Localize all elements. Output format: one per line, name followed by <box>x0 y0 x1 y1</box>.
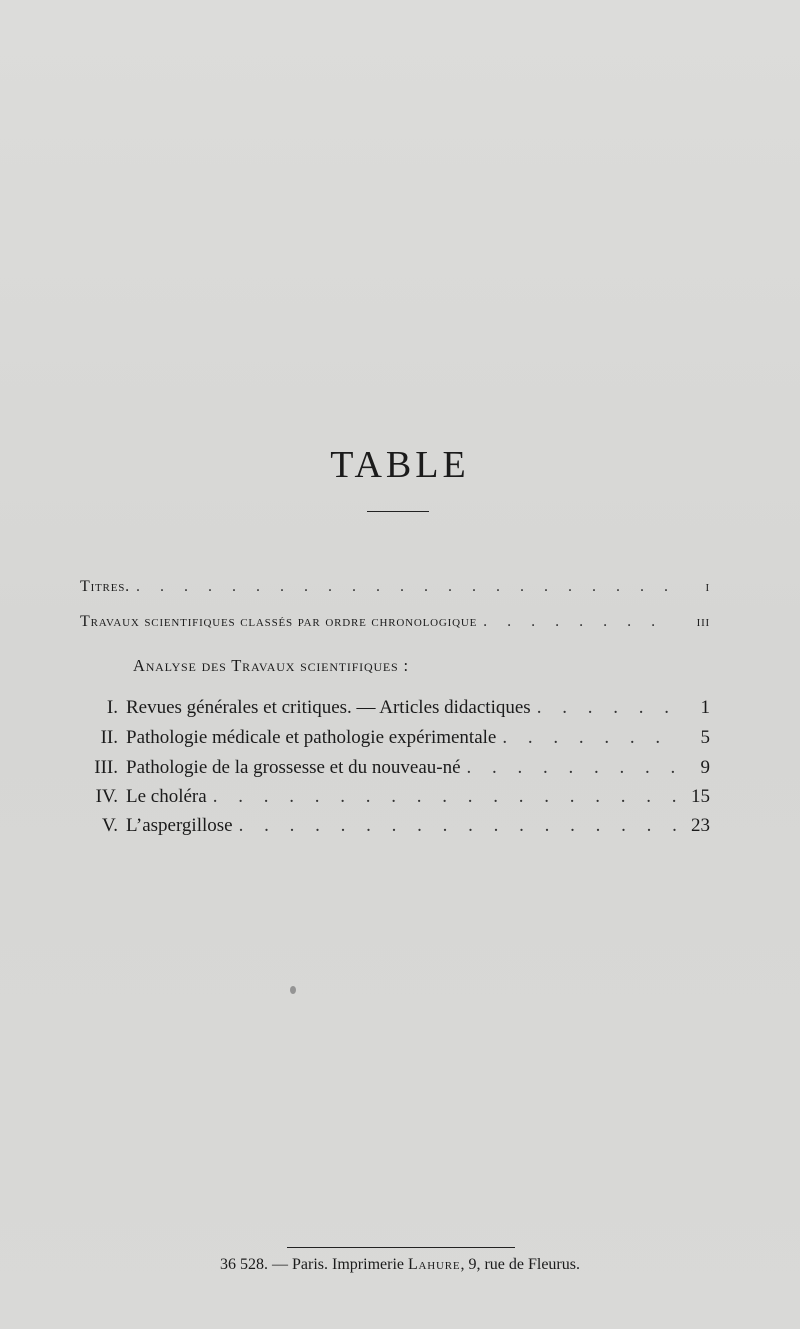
toc-entry-page: iii <box>696 613 710 630</box>
chapter-page: 1 <box>700 697 710 718</box>
chapter-label: Pathologie médicale et pathologie expérimentale <box>126 727 497 748</box>
dot-leader <box>467 757 676 779</box>
chapter-page: 23 <box>691 815 710 836</box>
toc-chapter <box>80 697 710 719</box>
title-rule <box>367 511 429 512</box>
toc-entry-titres <box>80 578 710 596</box>
ink-speck <box>290 986 296 994</box>
chapter-page: 5 <box>700 727 710 748</box>
page-title: TABLE <box>330 444 470 487</box>
toc-entry-page: i <box>705 578 710 595</box>
chapter-number: III. <box>94 757 118 778</box>
chapter-number: IV. <box>95 786 118 807</box>
toc-chapter <box>80 815 710 837</box>
toc-chapter <box>80 757 710 779</box>
dot-leader <box>537 697 676 719</box>
toc-entry-label: Titres. <box>80 578 130 595</box>
chapter-label: Pathologie de la grossesse et du nouveau-né <box>126 757 461 778</box>
dot-leader <box>239 815 676 837</box>
toc-chapter <box>80 727 710 749</box>
chapter-page: 15 <box>691 786 710 807</box>
footer-rule <box>287 1247 515 1248</box>
toc-chapter <box>80 786 710 808</box>
imprint-suffix: , 9, rue de Fleurus. <box>460 1256 580 1273</box>
chapter-label: Revues générales et critiques. — Articles didactiques <box>126 697 531 718</box>
imprint-printer: Lahure <box>407 1256 461 1273</box>
section-subheading: Analyse des Travaux scientifiques : <box>133 656 409 675</box>
chapter-number: V. <box>101 815 118 836</box>
toc-entry-label: Travaux scientifiques classés par ordre chronologique <box>80 613 478 630</box>
bleed-through-text <box>90 205 720 233</box>
dot-leader <box>213 786 676 808</box>
chapter-page: 9 <box>700 757 710 778</box>
chapter-label: Le choléra <box>126 786 207 807</box>
printer-imprint <box>0 1256 800 1274</box>
dot-leader <box>136 578 676 596</box>
dot-leader <box>483 613 676 631</box>
chapter-label: L’aspergillose <box>126 815 233 836</box>
chapter-number: I. <box>106 697 118 718</box>
toc-entry-travaux <box>80 613 710 631</box>
dot-leader <box>502 727 676 749</box>
imprint-prefix: 36 528. — Paris. Imprimerie <box>220 1256 404 1273</box>
chapter-number: II. <box>100 727 118 748</box>
